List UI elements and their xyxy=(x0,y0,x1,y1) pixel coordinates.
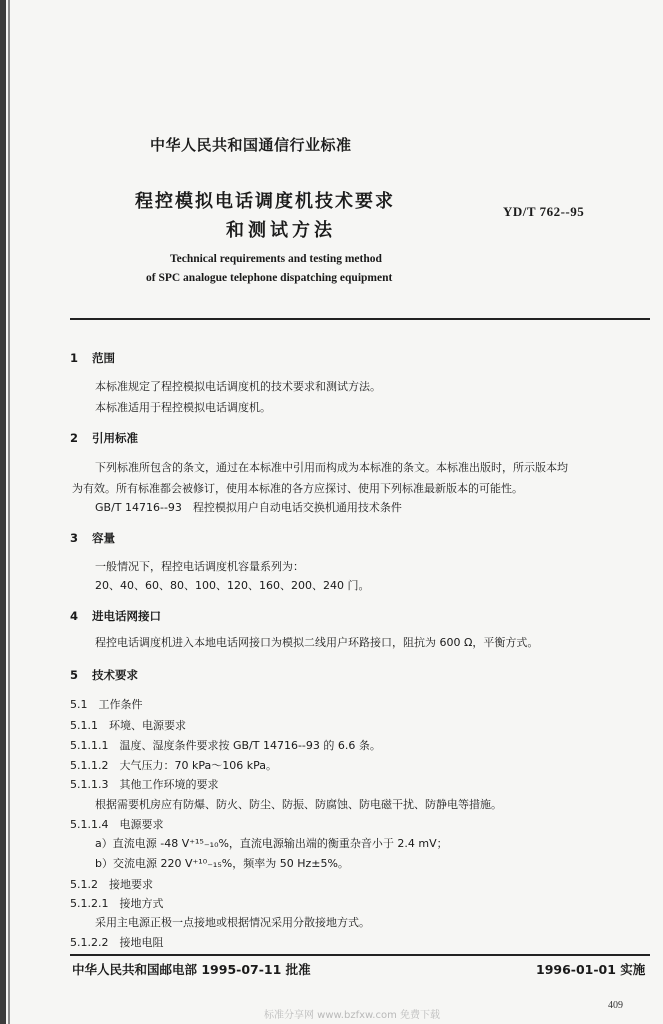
clause-5-1-2: 5.1.2 接地要求 xyxy=(70,878,153,891)
clause-5-1-1-1: 5.1.1.1 温度、湿度条件要求按 GB/T 14716--93 的 6.6 条。 xyxy=(70,739,381,752)
paragraph: 采用主电源正极一点接地或根据情况采用分散接地方式。 xyxy=(95,916,370,929)
title-line-2: 和测试方法 xyxy=(226,220,336,241)
clause-5-1-2-2: 5.1.2.2 接地电阻 xyxy=(70,936,164,949)
section-4-heading xyxy=(70,608,161,624)
list-item: b）交流电源 220 V⁺¹⁰₋₁₅%，频率为 50 Hz±5%。 xyxy=(95,857,349,870)
scan-edge xyxy=(0,0,6,1024)
scan-edge-line xyxy=(8,0,10,1024)
paragraph: 一般情况下，程控电话调度机容量系列为： xyxy=(95,560,304,573)
section-2-heading xyxy=(70,430,138,446)
section-title: 技术要求 xyxy=(92,668,139,682)
section-number: 2 xyxy=(70,431,79,445)
section-3-heading xyxy=(70,530,115,546)
title-line-1: 程控模拟电话调度机技术要求 xyxy=(135,191,395,212)
paragraph: 20、40、60、80、100、120、160、200、240 门。 xyxy=(95,579,370,592)
section-title: 容量 xyxy=(92,531,116,545)
section-1-heading xyxy=(70,350,115,366)
section-title: 范围 xyxy=(92,351,116,365)
section-number: 4 xyxy=(70,609,79,623)
page-number: 409 xyxy=(608,1000,623,1011)
paragraph: 本标准规定了程控模拟电话调度机的技术要求和测试方法。 xyxy=(95,380,381,393)
section-number: 5 xyxy=(70,668,79,682)
section-title: 引用标准 xyxy=(92,431,139,445)
clause-5-1-2-1: 5.1.2.1 接地方式 xyxy=(70,897,164,910)
clause-5-1-1-3: 5.1.1.3 其他工作环境的要求 xyxy=(70,778,219,791)
english-title-line-1: Technical requirements and testing method xyxy=(170,253,382,265)
header-divider xyxy=(70,318,650,320)
approval-statement: 中华人民共和国邮电部 1995-07-11 批准 xyxy=(72,962,311,977)
paragraph: 本标准适用于程控模拟电话调度机。 xyxy=(95,401,271,414)
paragraph: 程控电话调度机进入本地电话网接口为模拟二线用户环路接口，阻抗为 600 Ω，平衡方式。 xyxy=(95,636,539,649)
clause-5-1-1: 5.1.1 环境、电源要求 xyxy=(70,719,186,732)
reference-standard: GB/T 14716--93 程控模拟用户自动电话交换机通用技术条件 xyxy=(95,501,402,514)
section-number: 1 xyxy=(70,351,79,365)
english-title-line-2: of SPC analogue telephone dispatching equipment xyxy=(146,272,393,284)
standard-code: YD/T 762--95 xyxy=(503,204,585,219)
clause-5-1: 5.1 工作条件 xyxy=(70,698,143,711)
section-number: 3 xyxy=(70,531,79,545)
standard-category: 中华人民共和国通信行业标准 xyxy=(150,136,352,154)
list-item: a）直流电源 -48 V⁺¹⁵₋₁₀%，直流电源输出端的衡重杂音小于 2.4 mV； xyxy=(95,837,448,850)
footer-divider xyxy=(70,954,650,956)
effective-date: 1996-01-01 实施 xyxy=(536,962,646,977)
section-5-heading xyxy=(70,667,138,683)
watermark: 标准分享网 www.bzfxw.com 免费下载 xyxy=(264,1010,440,1021)
paragraph: 为有效。所有标准都会被修订，使用本标准的各方应探讨、使用下列标准最新版本的可能性。 xyxy=(72,482,523,495)
paragraph: 下列标准所包含的条文，通过在本标准中引用而构成为本标准的条文。本标准出版时，所示版本均 xyxy=(95,461,568,474)
section-title: 进电话网接口 xyxy=(92,609,162,623)
clause-5-1-1-4: 5.1.1.4 电源要求 xyxy=(70,818,164,831)
clause-5-1-1-2: 5.1.1.2 大气压力：70 kPa～106 kPa。 xyxy=(70,759,277,772)
paragraph: 根据需要机房应有防爆、防火、防尘、防振、防腐蚀、防电磁干扰、防静电等措施。 xyxy=(95,798,502,811)
